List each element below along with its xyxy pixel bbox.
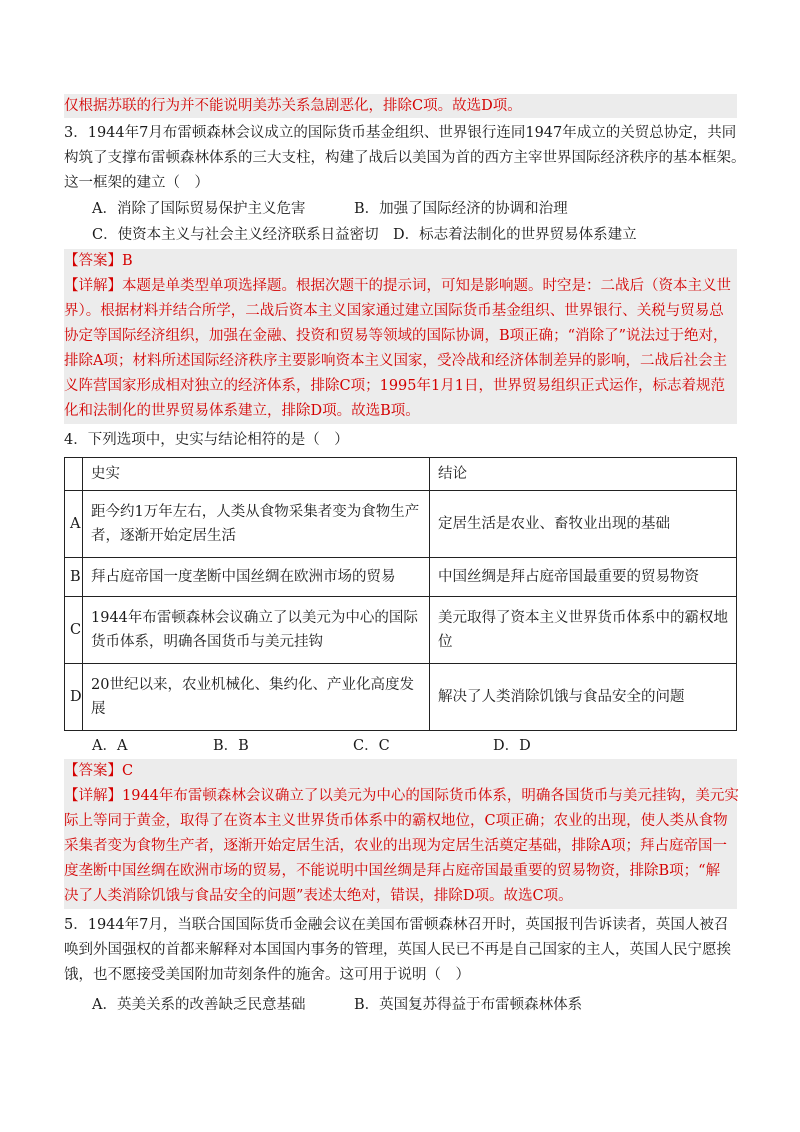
table-cell-letter: B: [65, 558, 83, 597]
q4-detail-line: 【详解】1944年布雷顿森林会议确立了以美元为中心的国际货币体系，明确各国货币与美元挂钩，美元实: [64, 788, 739, 804]
table-cell-fact: 1944年布雷顿森林会议确立了以美元为中心的国际货币体系，明确各国货币与美元挂钩: [83, 597, 430, 664]
q3-option-b: B．加强了国际经济的协调和治理: [354, 201, 568, 217]
table-row: [65, 664, 737, 731]
q4-answer: 【答案】C: [64, 763, 134, 779]
table-cell-conclusion: 定居生活是农业、畜牧业出现的基础: [430, 491, 737, 558]
q4-option-d: D．D: [493, 738, 531, 754]
q3-stem-line: 构筑了支撑布雷顿森林体系的三大支柱，构建了战后以美国为首的西方主宰世界国际经济秩序的基本框架。: [64, 150, 746, 166]
q4-detail-line: 采集者变为食物生产者，逐渐开始定居生活，农业的出现为定居生活奠定基础，排除A项；拜占庭帝国一: [64, 838, 727, 854]
table-row: [65, 491, 737, 558]
q3-detail-line: 义阵营国家形成相对独立的经济体系，排除C项；1995年1月1日，世界贸易组织正式运作，标志着规范: [64, 378, 725, 394]
q5-stem-line: 唤到外国强权的首都来解释对本国国内事务的管理，英国人民已不再是自己国家的主人，英国人民宁愿挨: [64, 942, 731, 958]
table-cell-letter: A: [65, 491, 83, 558]
q4-detail-line: 际上等同于黄金，取得了在资本主义世界货币体系中的霸权地位，C项正确；农业的出现，使人类从食物: [64, 813, 728, 829]
q3-option-a: A．消除了国际贸易保护主义危害: [92, 201, 306, 217]
q3-option-c: C．使资本主义与社会主义经济联系日益密切: [92, 227, 379, 243]
table-header-cell: [65, 458, 83, 491]
table-cell-letter: C: [65, 597, 83, 664]
q5-option-b: B．英国复苏得益于布雷顿森林体系: [354, 997, 583, 1013]
q4-stem: 4．下列选项中，史实与结论相符的是（ ）: [64, 432, 349, 448]
table-cell-fact: 拜占庭帝国一度垄断中国丝绸在欧洲市场的贸易: [83, 558, 430, 597]
q3-detail-line: 化和法制化的世界贸易体系建立，排除D项。故选B项。: [64, 403, 420, 419]
table-cell-fact: 20世纪以来，农业机械化、集约化、产业化高度发展: [83, 664, 430, 731]
table-header-cell: 史实: [83, 458, 430, 491]
q4-option-a: A．A: [92, 738, 128, 754]
q3-detail-line: 排除A项；材料所述国际经济秩序主要影响资本主义国家，受冷战和经济体制差异的影响，二战后社会主: [64, 353, 727, 369]
q3-answer: 【答案】B: [64, 253, 133, 269]
q4-detail-line: 决了人类消除饥饿与食品安全的问题”表述太绝对，错误，排除D项。故选C项。: [64, 888, 573, 904]
table-row: [65, 558, 737, 597]
table-header-row: [65, 458, 737, 491]
q5-stem-line: 饿，也不愿接受美国附加苛刻条件的施舍。这可用于说明（ ）: [64, 967, 470, 983]
q5-option-a: A．英美关系的改善缺乏民意基础: [92, 997, 306, 1013]
q5-stem-line: 5．1944年7月，当联合国国际货币金融会议在美国布雷顿森林召开时，英国报刊告诉读者，英国人被召: [64, 917, 729, 933]
table-row: [65, 597, 737, 664]
q4-detail-line: 度垄断中国丝绸在欧洲市场的贸易，不能说明中国丝绸是拜占庭帝国最重要的贸易物资，排除B项；“解: [64, 863, 721, 879]
q3-stem-line: 这一框架的建立（ ）: [64, 175, 209, 191]
q4-option-b: B．B: [213, 738, 249, 754]
table-header-cell: 结论: [430, 458, 737, 491]
table-cell-conclusion: 中国丝绸是拜占庭帝国最重要的贸易物资: [430, 558, 737, 597]
table-cell-fact: 距今约1万年左右，人类从食物采集者变为食物生产者，逐渐开始定居生活: [83, 491, 430, 558]
q4-option-c: C．C: [353, 738, 390, 754]
q4-table: [64, 457, 737, 731]
q3-detail-line: 界）。根据材料并结合所学，二战后资本主义国家通过建立国际货币基金组织、世界银行、关税与贸易总: [64, 303, 724, 319]
q3-detail-line: 【详解】本题是单类型单项选择题。根据次题干的提示词，可知是影响题。时空是：二战后（资本主义世: [64, 278, 731, 294]
q3-option-d: D．标志着法制化的世界贸易体系建立: [393, 227, 637, 243]
q3-detail-line: 协定等国际经济组织，加强在金融、投资和贸易等领域的国际协调，B项正确；“消除了”说法过于绝对，: [64, 328, 728, 344]
prev-detail-tail: 仅根据苏联的行为并不能说明美苏关系急剧恶化，排除C项。故选D项。: [64, 98, 522, 114]
table-cell-conclusion: 美元取得了资本主义世界货币体系中的霸权地位: [430, 597, 737, 664]
table-cell-conclusion: 解决了人类消除饥饿与食品安全的问题: [430, 664, 737, 731]
q3-stem-line: 3．1944年7月布雷顿森林会议成立的国际货币基金组织、世界银行连同1947年成立的关贸总协定，共同: [64, 125, 737, 141]
table-cell-letter: D: [65, 664, 83, 731]
